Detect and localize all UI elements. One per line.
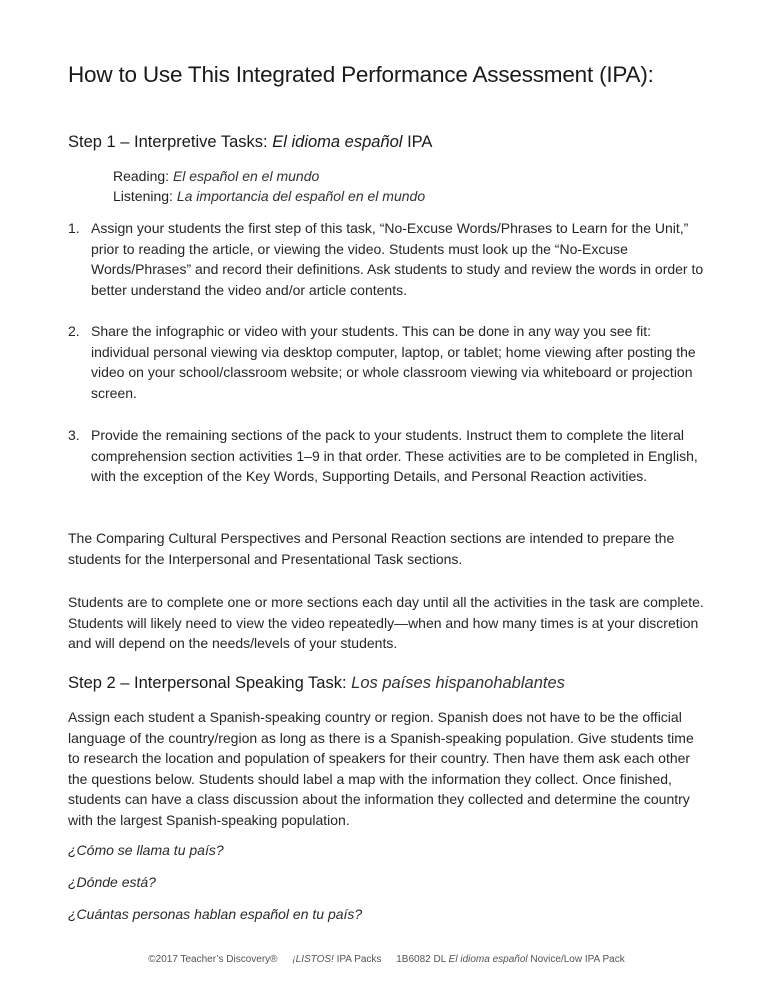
list-item [68,218,708,300]
list-item-number: 1. [68,220,80,236]
listening-label: Listening: [113,188,173,204]
paragraph-daily-sections: Students are to complete one or more sections each day until all the activities in the task are complete. Students will likely need to view the video repeatedly—when and how many times is at your discretion and will depend on the needs/levels of your students. [68,594,704,651]
list-item-number: 2. [68,323,80,339]
reading-line [113,166,319,186]
listening-value: La importancia del español en el mundo [176,188,426,204]
paragraph-cultural-perspectives: The Comparing Cultural Perspectives and Personal Reaction sections are intended to prepare the students for the Interpersonal and Presentational Task sections. [68,530,675,567]
step2-heading [68,674,565,693]
footer-pack-suffix: IPA Packs [333,954,382,965]
list-item-number: 3. [68,427,80,443]
list-item [68,425,708,487]
footer-pack [292,954,381,965]
list-item [68,321,708,403]
question-2: ¿Dónde está? [68,874,156,890]
footer-code: 1B6082 DL [396,954,449,965]
step2-heading-italic: Los países hispanohablantes [351,674,565,692]
footer-pack-italic: ¡LISTOS! [292,954,334,965]
step1-heading-italic: El idioma español [272,133,403,151]
reading-value: El español en el mundo [172,168,320,184]
footer-product-italic: El idioma español [448,954,528,965]
step1-heading-suffix: IPA [402,133,433,151]
list-item-text: Share the infographic or video with your students. This can be done in any way you see fit: individual personal viewing via desktop computer, laptop, or tablet; home viewing after posting the video on your school/classroom website; or whole classroom viewing via whiteboard or projection screen. [91,323,696,401]
footer-product [396,954,624,965]
question-3: ¿Cuántas personas hablan español en tu país? [68,906,363,922]
page-title: How to Use This Integrated Performance Assessment (IPA): [68,62,654,87]
step2-heading-prefix: Step 2 – Interpersonal Speaking Task: [68,674,352,692]
step1-heading [68,133,432,152]
question-1: ¿Cómo se llama tu país? [68,842,224,858]
footer-product-suffix: Novice/Low IPA Pack [527,954,625,965]
footer-copyright: ©2017 Teacher’s Discovery® [148,954,278,965]
list-item-text: Provide the remaining sections of the pack to your students. Instruct them to complete the literal comprehension section activities 1–9 in that order. These activities are to be completed in English, with the exception of the Key Words, Supporting Details, and Personal Reaction activities. [91,427,698,484]
reading-label: Reading: [113,168,170,184]
step1-heading-prefix: Step 1 – Interpretive Tasks: [68,133,273,151]
listening-line [113,186,425,206]
paragraph-step2-body: Assign each student a Spanish-speaking country or region. Spanish does not have to be the official language of the country/region as long as there is a Spanish-speaking population. Give students time to research the location and population of speakers for their country. Then have them ask each other the questions below. Students should label a map with the information they collect. Once finished, students can have a class discussion about the information they collected and determine the country with the largest Spanish-speaking population. [68,709,694,828]
page-footer [0,954,773,965]
list-item-text: Assign your students the first step of this task, “No-Excuse Words/Phrases to Learn for the Unit,” prior to reading the article, or viewing the video. Students must look up the “No-Excuse Words/Phrases” and record their definitions. Ask students to study and review the words in order to better understand the video and/or article contents. [91,220,704,298]
